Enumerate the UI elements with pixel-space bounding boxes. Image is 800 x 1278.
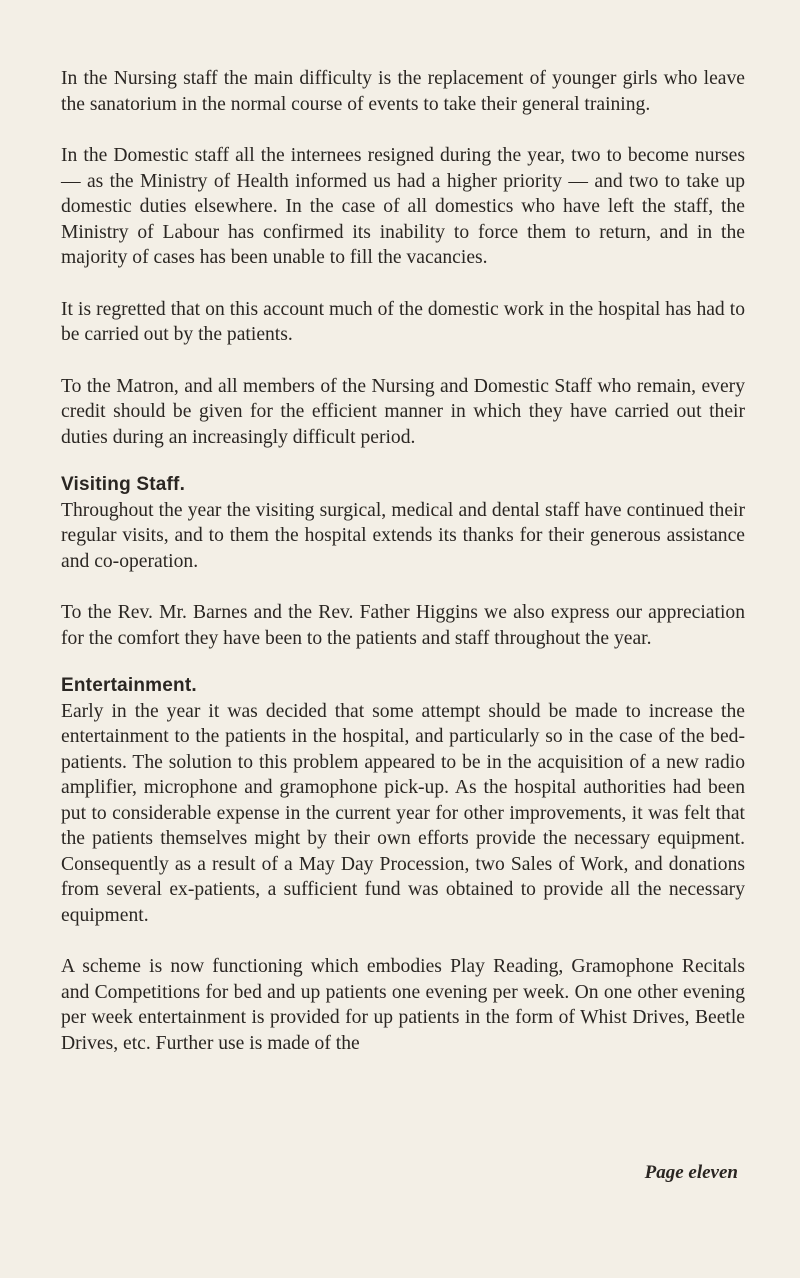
document-page (61, 66, 745, 1056)
paragraph-domestic-work: It is regretted that on this account much of the domestic work in the hospital has had to be carried out by the patients. (61, 298, 745, 345)
page-number-label: Page eleven (644, 1162, 738, 1183)
paragraph-entertainment-scheme: A scheme is now functioning which embodies Play Reading, Gramophone Recitals and Competitions for bed and up patients one evening per week. On one other evening per week entertainment is provided for up patients in the form of Whist Drives, Beetle Drives, etc. Further use is made of the (61, 956, 745, 1054)
paragraph-entertainment-equipment: Early in the year it was decided that some attempt should be made to increase the entertainment to the patients in the hospital, and particularly so in the case of the bed-patients. The solution to this problem appeared to be in the acquisition of a new radio amplifier, microphone and gramophone pick-up. As the hospital authorities had been put to considerable expense in the current year for other improvements, it was felt that the patients themselves might by their own efforts provide the necessary equipment. Consequently as a result of a May Day Procession, two Sales of Work, and donations from several ex-patients, a sufficient fund was obtained to provide all the necessary equipment. (61, 700, 745, 926)
heading-entertainment: Entertainment. (61, 675, 197, 696)
paragraph-domestic-staff: In the Domestic staff all the internees resigned during the year, two to become nurses — as the Ministry of Health informed us had a higher priority — and two to take up domestic duties elsewhere. In the case of all domestics who have left the staff, the Ministry of Labour has confirmed its inability to force them to return, and in the majority of cases has been unable to fill the vacancies. (61, 145, 745, 268)
paragraph-matron-thanks: To the Matron, and all members of the Nursing and Domestic Staff who remain, every credit should be given for the efficient manner in which they have carried out their duties during an increasingly difficult period. (61, 375, 745, 448)
heading-visiting-staff: Visiting Staff. (61, 474, 186, 495)
paragraph-nursing-staff: In the Nursing staff the main difficulty is the replacement of younger girls who leave the sanatorium in the normal course of events to take their general training. (61, 68, 745, 115)
paragraph-clergy-thanks: To the Rev. Mr. Barnes and the Rev. Father Higgins we also express our appreciation for the comfort they have been to the patients and staff throughout the year. (61, 602, 745, 649)
paragraph-visiting-staff: Throughout the year the visiting surgical, medical and dental staff have continued their regular visits, and to them the hospital extends its thanks for their generous assistance and co-operation. (61, 499, 745, 572)
